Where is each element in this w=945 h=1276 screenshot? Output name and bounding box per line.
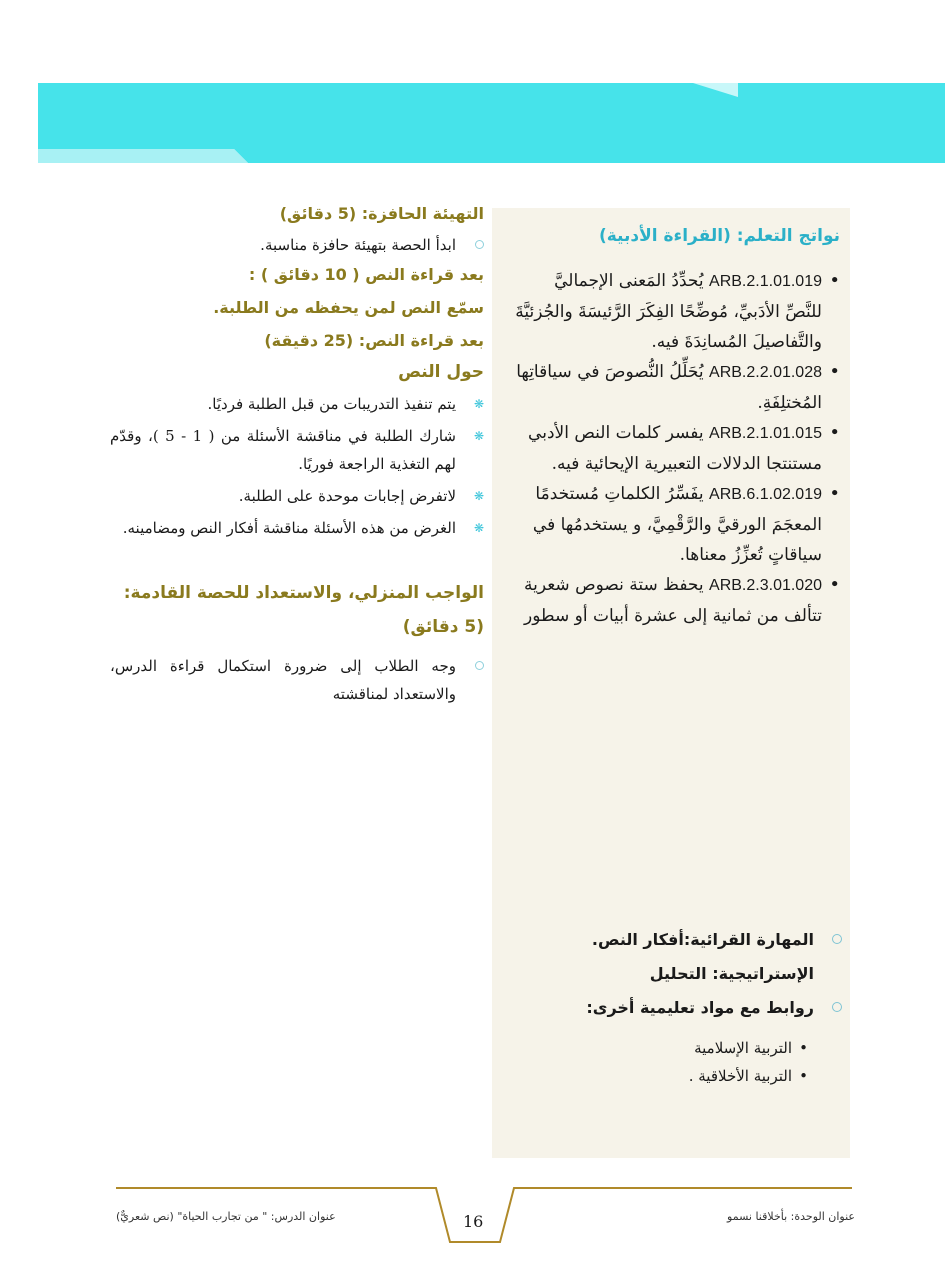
outcome-text: يُحَلِّلُ النُّصوصَ في سياقاتِها المُختلِفَةِ.: [516, 362, 822, 413]
subjects-list: [689, 1034, 808, 1090]
procedure-item: [110, 422, 484, 478]
procedure-item: [110, 482, 484, 510]
links-title: روابط مع مواد تعليمية أخرى:: [586, 998, 814, 1017]
star-bullet-icon: ❋: [473, 429, 484, 443]
procedure-text: شارك الطلبة في مناقشة الأسئلة من ( 1 - 5 )، وقدّم لهم التغذية الراجعة فوريًا.: [110, 427, 456, 473]
page-number: 16: [463, 1212, 484, 1231]
circle-bullet-icon: [475, 240, 484, 249]
homework-item: [110, 652, 484, 708]
procedure-text: الغرض من هذه الأسئلة مناقشة أفكار النص ومضامينه.: [122, 519, 456, 537]
homework-text: وجه الطلاب إلى ضرورة استكمال قراءة الدرس، والاستعداد لمناقشته: [110, 657, 456, 703]
after-reading-heading-2: بعد قراءة النص: (25 دقيقة): [264, 331, 484, 350]
outcome-item: [512, 357, 842, 418]
subject-item: • التربية الإسلامية: [689, 1034, 808, 1062]
outcome-text: يحفظ ستة نصوص شعرية تتألف من ثمانية إلى عشرة أبيات أو سطور: [524, 575, 822, 626]
procedure-item: [110, 390, 484, 418]
after-reading-heading-1: بعد قراءة النص ( 10 دقائق ) :: [248, 265, 484, 284]
outcome-text: يفسر كلمات النص الأدبي مستنتجا الدلالات التعبيرية الإيحائية فيه.: [528, 423, 822, 474]
around-text-heading: حول النص: [398, 362, 484, 382]
outcome-code: ARB.2.3.01.020: [709, 577, 822, 594]
panel-title: نواتج التعلم: (القراءة الأدبية): [598, 226, 840, 246]
outcome-item: [512, 479, 842, 570]
outcome-code: ARB.2.1.01.019: [709, 273, 822, 290]
header-banner: [38, 83, 945, 163]
star-bullet-icon: ❋: [473, 521, 484, 535]
strategy: [484, 964, 842, 983]
outcome-item: [512, 570, 842, 631]
circle-bullet-icon: [832, 1002, 842, 1012]
outcome-code: ARB.2.1.01.015: [709, 425, 822, 442]
reading-skill-text: المهارة القرائية:أفكار النص.: [591, 930, 814, 949]
outcome-text: يُحدِّدُ المَعنى الإجماليَّ للنَّصِّ الأدَبيِّ، مُوضِّحًا الفِكَرَ الرَّئيسَةَ والجُزئيَّةَ والتَّفاصيلَ المُسانِدَةَ فيه.: [515, 271, 822, 352]
procedure-text: لاتفرض إجابات موحدة على الطلبة.: [238, 487, 456, 505]
homework-heading: الواجب المنزلي، والاستعداد للحصة القادمة: (5 دقائق): [123, 583, 484, 637]
star-bullet-icon: ❋: [473, 397, 484, 411]
strategy-text: الإستراتيجية: التحليل: [649, 964, 814, 983]
circle-bullet-icon: [832, 934, 842, 944]
outcome-code: ARB.6.1.02.019: [709, 486, 822, 503]
outcome-code: ARB.2.2.01.028: [709, 364, 822, 381]
unit-title-footer: عنوان الوحدة: بأخلاقنا نسمو: [727, 1210, 855, 1223]
outcome-text: يفَسِّرُ الكلماتِ مُستخدمًا المعجَمَ الورقيَّ والرَّقْمِيَّ، و يستخدمُها في سياقاتٍ تُعزِّزُ معناها.: [532, 484, 822, 565]
recite-instruction: سمّع النص لمن يحفظه من الطلبة.: [213, 298, 484, 317]
outcomes-list: [512, 266, 842, 631]
warmup-item: [110, 231, 484, 259]
procedure-item: [110, 514, 484, 542]
lesson-title-footer: عنوان الدرس: " من تجارب الحياة" (نص شعريٌّ): [116, 1210, 336, 1223]
star-bullet-icon: ❋: [473, 489, 484, 503]
procedure-text: يتم تنفيذ التدريبات من قبل الطلبة فرديًا.: [207, 395, 456, 413]
reading-skill: [484, 930, 842, 949]
warmup-text: ابدأ الحصة بتهيئة حافزة مناسبة.: [260, 236, 456, 254]
circle-bullet-icon: [475, 661, 484, 670]
lesson-procedure: [110, 200, 484, 708]
cross-curricular-links: [484, 998, 842, 1017]
outcome-item: [512, 418, 842, 479]
learning-outcomes-panel: [492, 208, 850, 1158]
subject-item: • التربية الأخلاقية .: [689, 1062, 808, 1090]
warmup-heading: التهيئة الحافزة: (5 دقائق): [279, 204, 484, 223]
outcome-item: [512, 266, 842, 357]
